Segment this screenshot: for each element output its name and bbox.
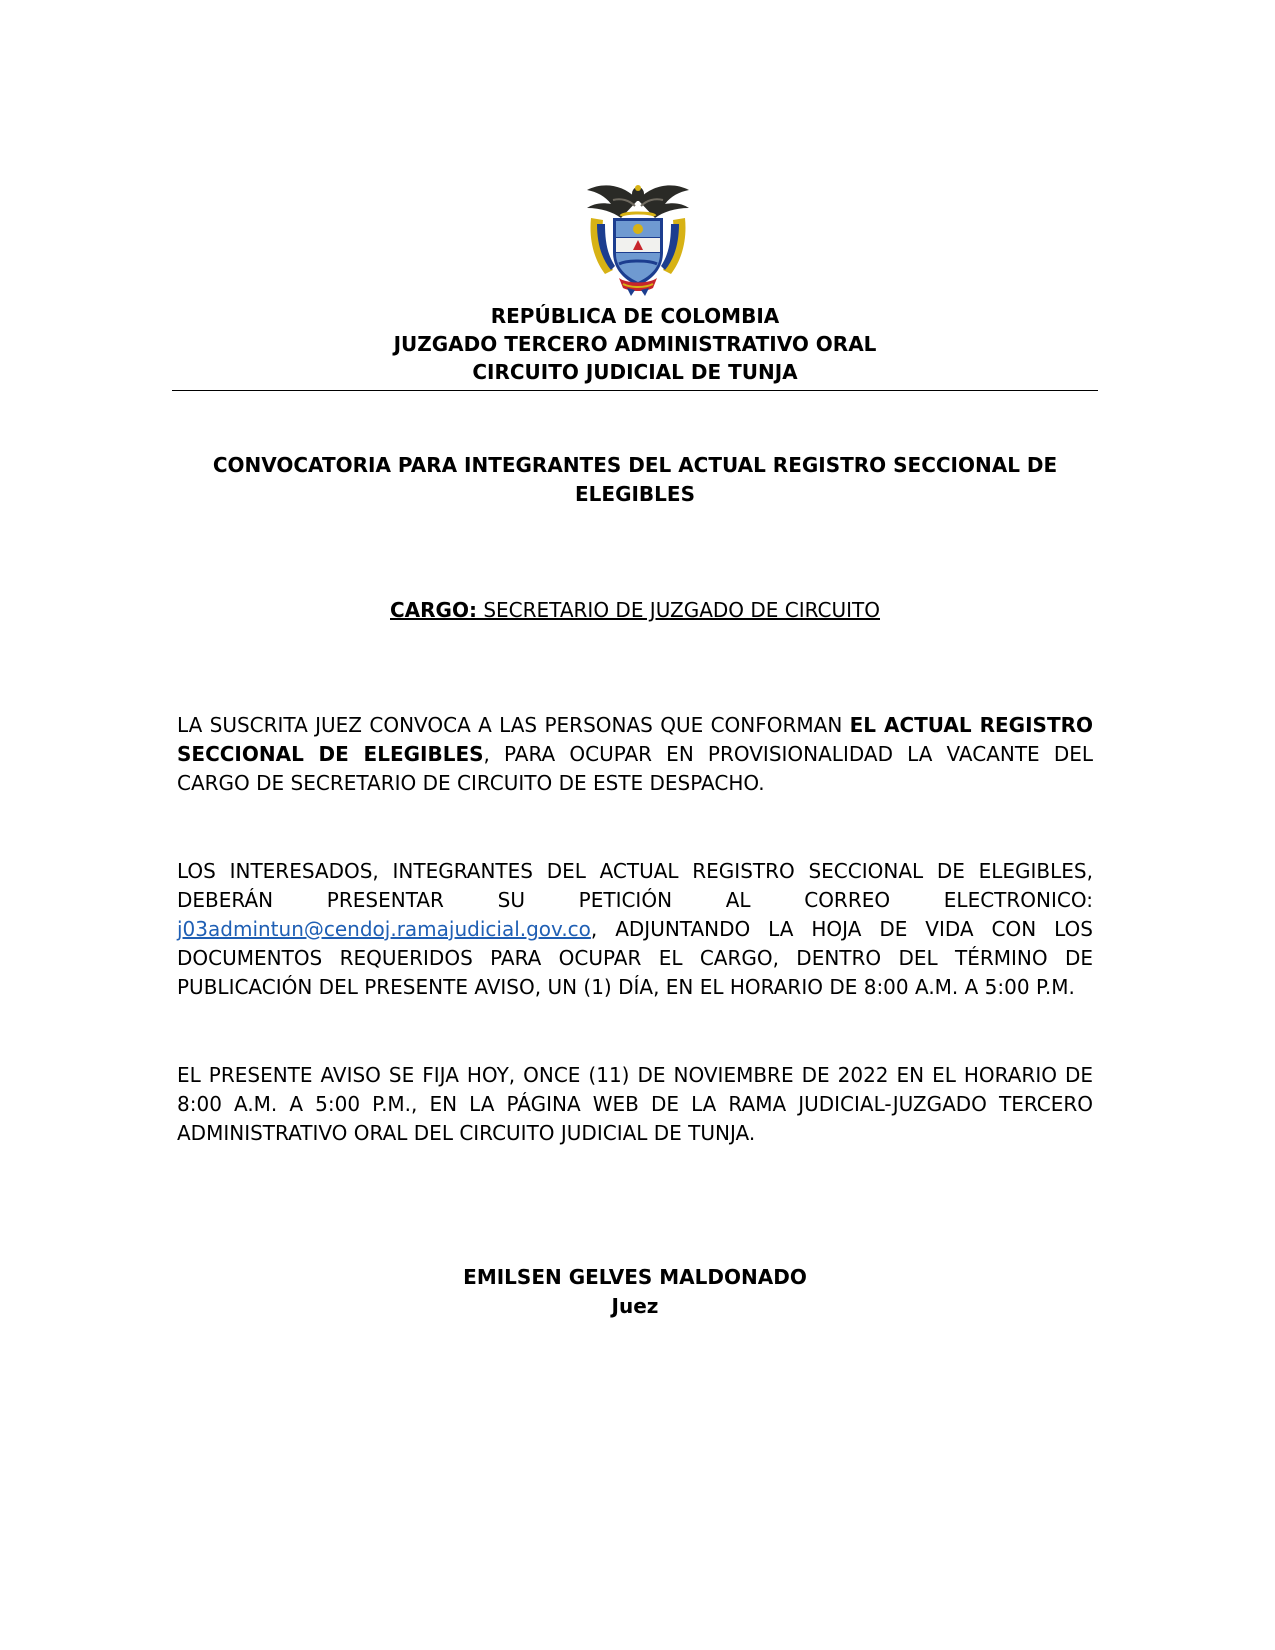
paragraph-convocation xyxy=(177,711,1093,798)
paragraph-2-text-a: LOS INTERESADOS, INTEGRANTES DEL ACTUAL REGISTRO SECCIONAL DE ELEGIBLES, DEBERÁN PRESENTAR SU PETICIÓN AL CORREO ELECTRONICO: xyxy=(177,859,1093,912)
paragraph-1-text-b: , PARA OCUPAR EN PROVISIONALIDAD LA VACANTE DEL CARGO DE SECRETARIO DE CIRCUITO DE ESTE DESPACHO. xyxy=(177,742,1093,795)
colombia-coat-of-arms-icon xyxy=(583,178,693,296)
cargo-label: CARGO: xyxy=(390,598,477,622)
header-circuit: CIRCUITO JUDICIAL DE TUNJA xyxy=(472,360,798,384)
signature-role: Juez xyxy=(611,1294,659,1318)
cargo-value: SECRETARIO DE JUZGADO DE CIRCUITO xyxy=(476,598,880,622)
cargo-line xyxy=(172,596,1098,624)
paragraph-1-bold: EL ACTUAL REGISTRO SECCIONAL DE ELEGIBLES xyxy=(177,713,1093,766)
paragraph-2-text-b: , ADJUNTANDO LA HOJA DE VIDA CON LOS DOCUMENTOS REQUERIDOS PARA OCUPAR EL CARGO, DENTRO DEL TÉRMINO DE PUBLICACIÓN DEL PRESENTE AVISO, UN (1) DÍA, EN EL HORARIO DE 8:00 A.M. A 5:00 P.M. xyxy=(177,917,1093,999)
email-link[interactable]: j03admintun@cendoj.ramajudicial.gov.co xyxy=(177,917,591,941)
title-line-2: ELEGIBLES xyxy=(575,482,695,506)
document-title xyxy=(172,451,1098,509)
paragraph-1-text-a: LA SUSCRITA JUEZ CONVOCA A LAS PERSONAS QUE CONFORMAN xyxy=(177,713,850,737)
header-divider xyxy=(172,390,1098,391)
signature-block xyxy=(172,1263,1098,1321)
paragraph-instructions xyxy=(177,857,1093,1002)
title-line-1: CONVOCATORIA PARA INTEGRANTES DEL ACTUAL REGISTRO SECCIONAL DE xyxy=(212,453,1058,477)
paragraph-notice: EL PRESENTE AVISO SE FIJA HOY, ONCE (11) DE NOVIEMBRE DE 2022 EN EL HORARIO DE 8:00 A.M. A 5:00 P.M., EN LA PÁGINA WEB DE LA RAMA JUDICIAL-JUZGADO TERCERO ADMINISTRATIVO ORAL DEL CIRCUITO JUDICIAL DE TUNJA. xyxy=(177,1063,1093,1145)
signature-name: EMILSEN GELVES MALDONADO xyxy=(463,1265,807,1289)
header-country: REPÚBLICA DE COLOMBIA xyxy=(490,304,780,328)
header-court: JUZGADO TERCERO ADMINISTRATIVO ORAL xyxy=(393,332,877,356)
court-header xyxy=(172,302,1098,386)
